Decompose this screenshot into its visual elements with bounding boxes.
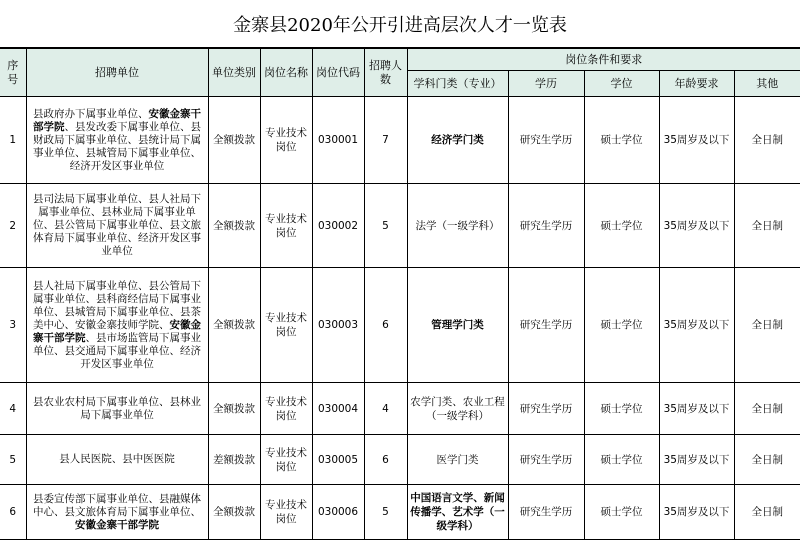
cell-post-code: 030006 bbox=[312, 485, 364, 540]
unit-text-segment: 县人民医院、县中医医院 bbox=[59, 453, 175, 465]
cell-unit bbox=[26, 435, 208, 485]
cell-category: 全额拨款 bbox=[208, 485, 260, 540]
table-row bbox=[0, 97, 800, 184]
cell-count: 5 bbox=[364, 485, 407, 540]
cell-degree: 硕士学位 bbox=[584, 97, 659, 184]
cell-category: 差额拨款 bbox=[208, 435, 260, 485]
table-row bbox=[0, 435, 800, 485]
cell-post-code: 030005 bbox=[312, 435, 364, 485]
cell-age: 35周岁及以下 bbox=[659, 383, 734, 435]
cell-post-name: 专业技术岗位 bbox=[260, 435, 312, 485]
cell-education: 研究生学历 bbox=[508, 97, 584, 184]
cell-other: 全日制 bbox=[734, 383, 800, 435]
cell-unit bbox=[26, 383, 208, 435]
table-body bbox=[0, 97, 800, 540]
cell-category: 全额拨款 bbox=[208, 97, 260, 184]
cell-other: 全日制 bbox=[734, 184, 800, 268]
header-unit: 招聘单位 bbox=[26, 49, 208, 97]
cell-major: 法学（一级学科） bbox=[407, 184, 508, 268]
cell-seq: 1 bbox=[0, 97, 26, 184]
cell-count: 6 bbox=[364, 435, 407, 485]
cell-other: 全日制 bbox=[734, 485, 800, 540]
unit-text-segment: 县委宣传部下属事业单位、县融媒体中心、县文旅体育局下属事业单位、 bbox=[33, 492, 201, 518]
recruitment-table bbox=[0, 48, 800, 540]
cell-post-code: 030004 bbox=[312, 383, 364, 435]
cell-degree: 硕士学位 bbox=[584, 435, 659, 485]
cell-seq: 2 bbox=[0, 184, 26, 268]
cell-degree: 硕士学位 bbox=[584, 485, 659, 540]
cell-category: 全额拨款 bbox=[208, 268, 260, 383]
cell-seq: 3 bbox=[0, 268, 26, 383]
cell-unit bbox=[26, 184, 208, 268]
unit-text-segment: 县司法局下属事业单位、县人社局下属事业单位、县林业局下属事业单位、县公管局下属事业单位、县文旅体育局下属事业单位、经济开发区事业单位 bbox=[33, 193, 201, 257]
table-row bbox=[0, 485, 800, 540]
cell-count: 6 bbox=[364, 268, 407, 383]
cell-age: 35周岁及以下 bbox=[659, 97, 734, 184]
cell-other: 全日制 bbox=[734, 435, 800, 485]
cell-degree: 硕士学位 bbox=[584, 268, 659, 383]
table-row bbox=[0, 383, 800, 435]
table-row bbox=[0, 268, 800, 383]
header-seq: 序号 bbox=[0, 49, 26, 97]
header-count: 招聘人数 bbox=[364, 49, 407, 97]
cell-count: 5 bbox=[364, 184, 407, 268]
cell-unit bbox=[26, 485, 208, 540]
cell-age: 35周岁及以下 bbox=[659, 268, 734, 383]
header-degree: 学位 bbox=[584, 71, 659, 97]
cell-post-code: 030003 bbox=[312, 268, 364, 383]
unit-text-segment: 县人社局下属事业单位、县公管局下属事业单位、县科商经信局下属事业单位、县城管局下属事业单位、县茶美中心、安徽金寨技师学院、 bbox=[33, 279, 201, 331]
cell-major: 管理学门类 bbox=[407, 268, 508, 383]
cell-post-name: 专业技术岗位 bbox=[260, 184, 312, 268]
unit-text-segment: 安徽金寨干部学院 bbox=[33, 107, 201, 133]
cell-education: 研究生学历 bbox=[508, 383, 584, 435]
cell-major: 农学门类、农业工程（一级学科） bbox=[407, 383, 508, 435]
cell-unit bbox=[26, 268, 208, 383]
cell-post-name: 专业技术岗位 bbox=[260, 383, 312, 435]
cell-post-name: 专业技术岗位 bbox=[260, 485, 312, 540]
cell-unit bbox=[26, 97, 208, 184]
header-post-name: 岗位名称 bbox=[260, 49, 312, 97]
header-requirements: 岗位条件和要求 bbox=[407, 49, 800, 71]
cell-count: 7 bbox=[364, 97, 407, 184]
header-age: 年龄要求 bbox=[659, 71, 734, 97]
unit-text-segment: 安徽金寨干部学院 bbox=[75, 518, 159, 531]
cell-age: 35周岁及以下 bbox=[659, 485, 734, 540]
header-category: 单位类别 bbox=[208, 49, 260, 97]
header-other: 其他 bbox=[734, 71, 800, 97]
cell-other: 全日制 bbox=[734, 268, 800, 383]
cell-seq: 6 bbox=[0, 485, 26, 540]
header-education: 学历 bbox=[508, 71, 584, 97]
cell-education: 研究生学历 bbox=[508, 485, 584, 540]
cell-education: 研究生学历 bbox=[508, 184, 584, 268]
cell-age: 35周岁及以下 bbox=[659, 184, 734, 268]
cell-category: 全额拨款 bbox=[208, 383, 260, 435]
unit-text-segment: 、县发改委下属事业单位、县财政局下属事业单位、县统计局下属事业单位、县城管局下属事业单位、经济开发区事业单位 bbox=[33, 120, 201, 172]
cell-count: 4 bbox=[364, 383, 407, 435]
header-post-code: 岗位代码 bbox=[312, 49, 364, 97]
table-row bbox=[0, 184, 800, 268]
cell-age: 35周岁及以下 bbox=[659, 435, 734, 485]
cell-seq: 5 bbox=[0, 435, 26, 485]
unit-text-segment: 县农业农村局下属事业单位、县林业局下属事业单位 bbox=[33, 395, 201, 421]
cell-degree: 硕士学位 bbox=[584, 383, 659, 435]
cell-degree: 硕士学位 bbox=[584, 184, 659, 268]
cell-major: 中国语言文学、新闻传播学、艺术学（一级学科） bbox=[407, 485, 508, 540]
cell-education: 研究生学历 bbox=[508, 268, 584, 383]
cell-seq: 4 bbox=[0, 383, 26, 435]
cell-major: 医学门类 bbox=[407, 435, 508, 485]
page-title: 金寨县2020年公开引进高层次人才一览表 bbox=[0, 0, 800, 48]
cell-post-name: 专业技术岗位 bbox=[260, 97, 312, 184]
cell-category: 全额拨款 bbox=[208, 184, 260, 268]
cell-post-code: 030002 bbox=[312, 184, 364, 268]
cell-major: 经济学门类 bbox=[407, 97, 508, 184]
unit-text-segment: 县政府办下属事业单位、 bbox=[33, 107, 149, 120]
header-major: 学科门类（专业） bbox=[407, 71, 508, 97]
cell-post-name: 专业技术岗位 bbox=[260, 268, 312, 383]
cell-post-code: 030001 bbox=[312, 97, 364, 184]
unit-text-segment: 、县市场监管局下属事业单位、县交通局下属事业单位、经济开发区事业单位 bbox=[33, 331, 201, 370]
unit-text-segment: 安徽金寨干部学院 bbox=[33, 318, 201, 344]
cell-other: 全日制 bbox=[734, 97, 800, 184]
cell-education: 研究生学历 bbox=[508, 435, 584, 485]
